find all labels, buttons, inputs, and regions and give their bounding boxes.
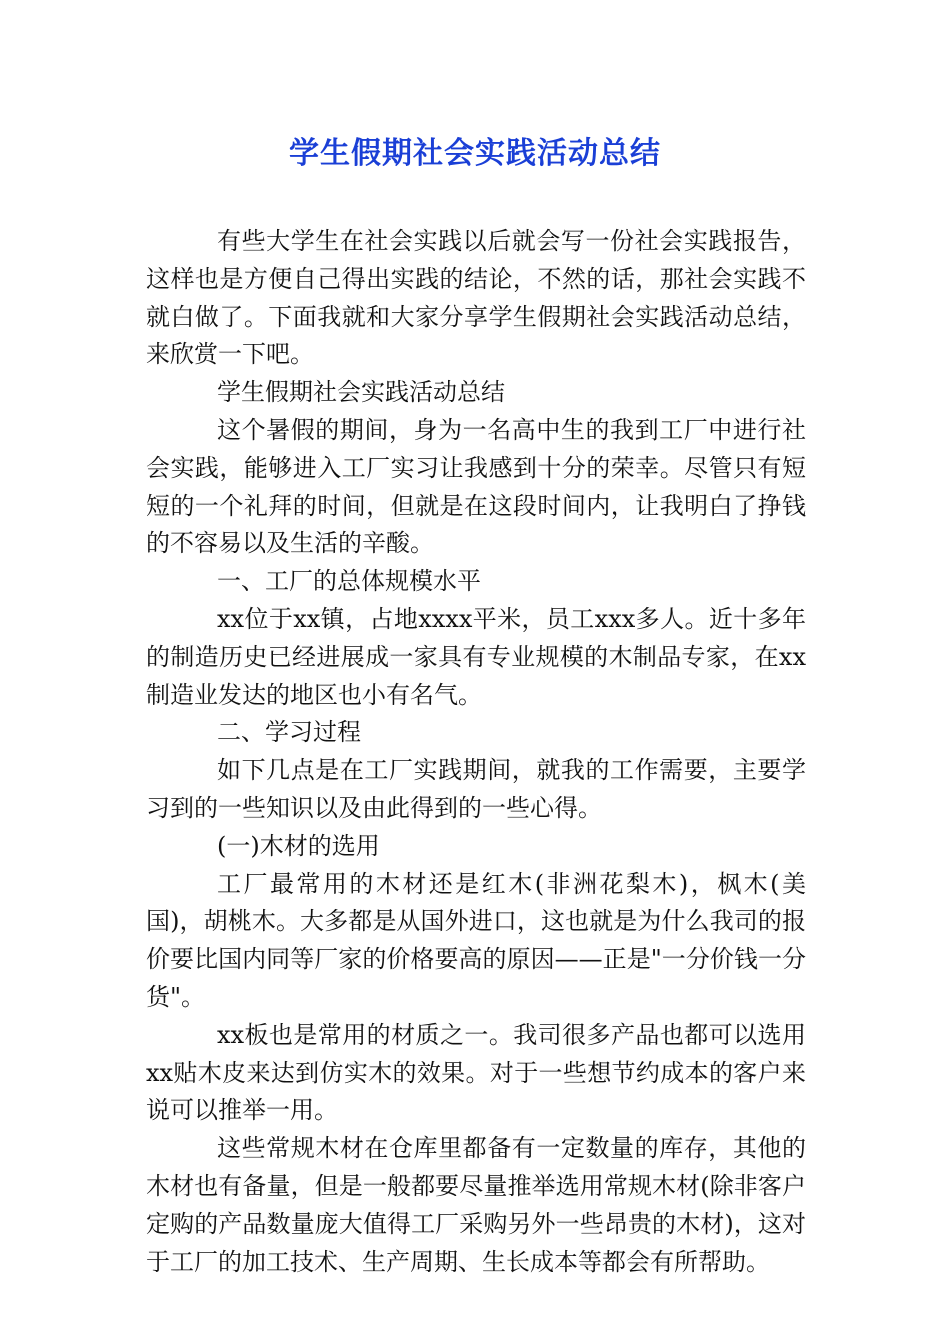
subsection-heading-wood-selection: (一)木材的选用 [217, 831, 380, 860]
intro-paragraph: 有些大学生在社会实践以后就会写一份社会实践报告，这样也是方便自己得出实践的结论，不然的话，那社会实践不就白做了。下面我就和大家分享学生假期社会实践活动总结，来欣赏一下吧。 [146, 227, 806, 369]
section-heading-factory-scale: 一、工厂的总体规模水平 [217, 567, 481, 596]
body-paragraph: 如下几点是在工厂实践期间，就我的工作需要，主要学习到的一些知识以及由此得到的一些心得。 [146, 756, 806, 822]
body-paragraph: 这个暑假的期间，身为一名高中生的我到工厂中进行社会实践，能够进入工厂实习让我感到十分的荣幸。尽管只有短短的一个礼拜的时间，但就是在这段时间内，让我明白了挣钱的不容易以及生活的辛酸。 [146, 415, 806, 558]
body-paragraph: xx位于xx镇，占地xxxx平米，员工xxx多人。近十多年的制造历史已经进展成一家具有专业规模的木制品专家，在xx制造业发达的地区也小有名气。 [146, 604, 806, 709]
body-paragraph: xx板也是常用的材质之一。我司很多产品也都可以选用xx贴木皮来达到仿实木的效果。对于一些想节约成本的客户来说可以推举一用。 [146, 1020, 806, 1125]
section-heading-learning-process: 二、学习过程 [217, 718, 361, 747]
body-paragraph: 工厂最常用的木材还是红木(非洲花梨木)，枫木(美国)，胡桃木。大多都是从国外进口，这也就是为什么我司的报价要比国内同等厂家的价格要高的原因——正是"一分价钱一分货"。 [146, 869, 806, 1011]
body-paragraph: 这些常规木材在仓库里都备有一定数量的库存，其他的木材也有备量，但是一般都要尽量推举选用常规木材(除非客户定购的产品数量庞大值得工厂采购另外一些昂贵的木材)，这对于工厂的加工技术、生产周期、生长成本等都会有所帮助。 [146, 1134, 806, 1276]
document-title: 学生假期社会实践活动总结 [289, 136, 661, 171]
document-body [146, 223, 806, 1281]
section-heading-summary: 学生假期社会实践活动总结 [217, 378, 505, 407]
